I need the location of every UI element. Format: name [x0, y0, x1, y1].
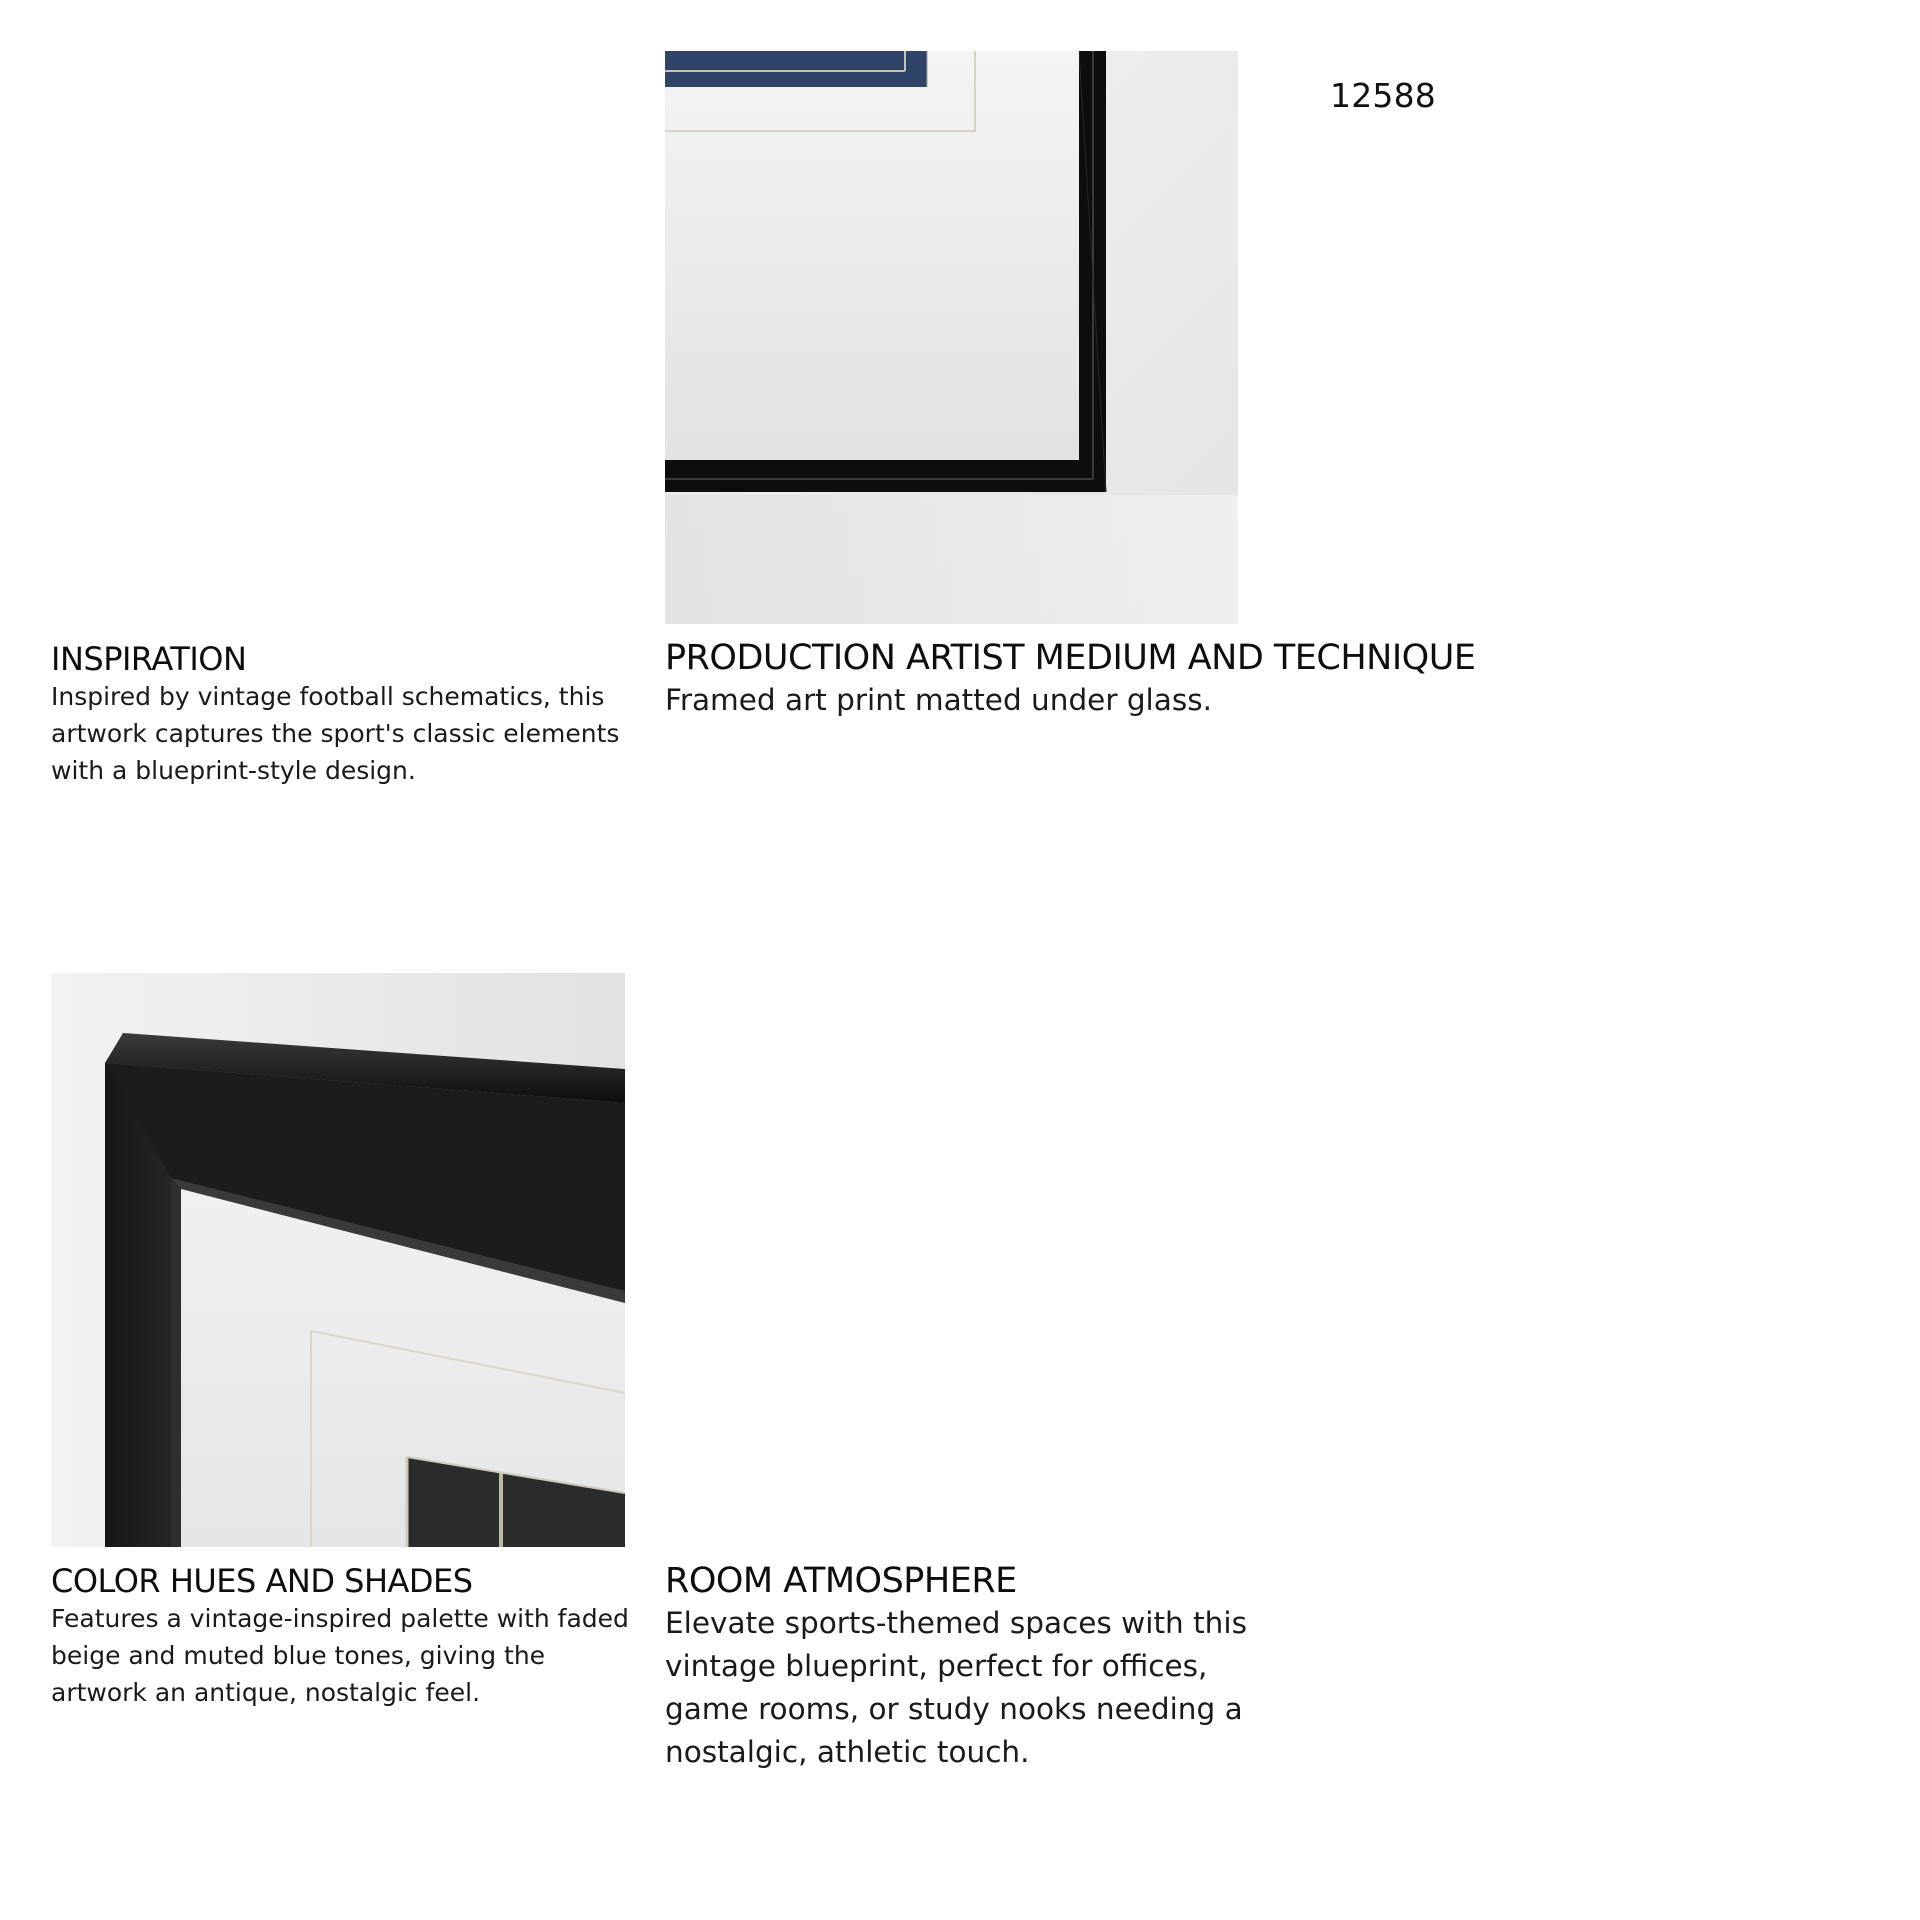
- frame-corner-closeup-photo: [51, 973, 625, 1547]
- room-atmosphere-heading: ROOM ATMOSPHERE: [665, 1561, 1017, 1601]
- product-code: 12588: [1330, 76, 1436, 115]
- inspiration-heading: INSPIRATION: [51, 640, 247, 678]
- inspiration-section: [51, 640, 631, 789]
- framed-art-corner-photo: [665, 51, 1238, 624]
- room-atmosphere-body: Elevate sports-themed spaces with this vintage blueprint, perfect for offices, game rooms, or study nooks needing a nostalgic, athletic touch.: [665, 1606, 1247, 1769]
- production-heading: PRODUCTION ARTIST MEDIUM AND TECHNIQUE: [665, 638, 1476, 678]
- color-section: [51, 1562, 631, 1711]
- inspiration-body: Inspired by vintage football schematics, this artwork captures the sport's classic elements with a blueprint-style design.: [51, 682, 620, 785]
- color-body: Features a vintage-inspired palette with faded beige and muted blue tones, giving the artwork an antique, nostalgic feel.: [51, 1604, 629, 1707]
- framed-art-corner-icon: [665, 51, 1238, 624]
- production-section: [665, 637, 1565, 722]
- color-heading: COLOR HUES AND SHADES: [51, 1562, 473, 1600]
- room-atmosphere-section: [665, 1560, 1255, 1774]
- frame-corner-closeup-icon: [51, 973, 625, 1547]
- production-body: Framed art print matted under glass.: [665, 683, 1212, 717]
